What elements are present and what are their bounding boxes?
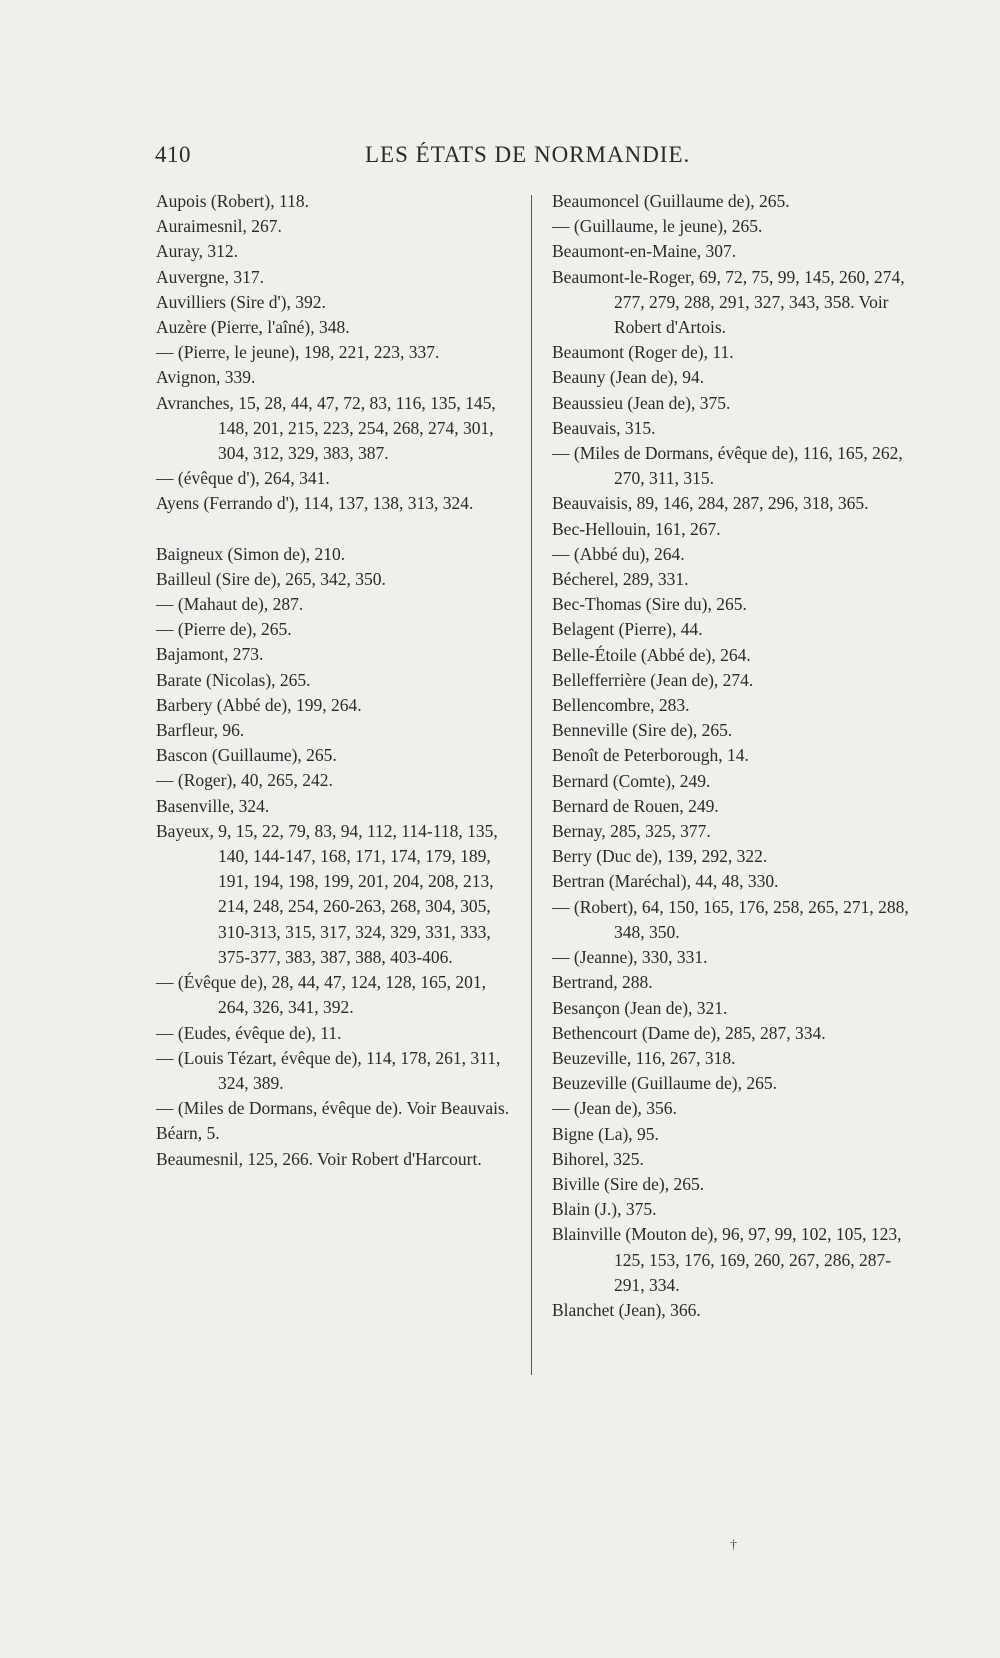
index-entry: Blanchet (Jean), 366.: [552, 1299, 701, 1320]
index-entry: Bajamont, 273.: [156, 644, 264, 665]
index-entry: Bethencourt (Dame de), 285, 287, 334.: [552, 1022, 826, 1043]
index-entry: — (Guillaume, le jeune), 265.: [552, 216, 763, 237]
index-entry: — (Eudes, évêque de), 11.: [156, 1022, 342, 1043]
index-column-left: [156, 189, 511, 1172]
index-entry: Bernay, 285, 325, 377.: [552, 821, 711, 842]
index-entry: Béarn, 5.: [156, 1123, 220, 1144]
page-number: 410: [155, 142, 191, 167]
index-entry: Beaumont (Roger de), 11.: [552, 342, 734, 363]
index-entry: Beuzeville (Guillaume de), 265.: [552, 1073, 777, 1094]
index-entry: — (Mahaut de), 287.: [156, 594, 304, 615]
index-entry: — (Roger), 40, 265, 242.: [156, 770, 333, 791]
index-entry: Barate (Nicolas), 265.: [156, 669, 311, 690]
index-entry: Bellefferrière (Jean de), 274.: [552, 669, 754, 690]
index-entry: Auvergne, 317.: [156, 266, 265, 287]
index-entry: Beauny (Jean de), 94.: [552, 367, 705, 388]
index-entry: — (Robert), 64, 150, 165, 176, 258, 265, 271, 288, 348, 350.: [552, 896, 909, 942]
index-entry: Bihorel, 325.: [552, 1148, 644, 1169]
index-entry: Beaumont-en-Maine, 307.: [552, 241, 737, 262]
index-entry: Beauvaisis, 89, 146, 284, 287, 296, 318, 365.: [552, 493, 869, 514]
index-entry: Berry (Duc de), 139, 292, 322.: [552, 846, 768, 867]
index-entry: Benoît de Peterborough, 14.: [552, 745, 749, 766]
index-entry: — (Pierre de), 265.: [156, 619, 292, 640]
index-entry: Bernard de Rouen, 249.: [552, 795, 719, 816]
index-entry: Aupois (Robert), 118.: [156, 191, 309, 211]
index-entry: — (Jeanne), 330, 331.: [552, 947, 708, 968]
index-entry: — (Abbé du), 264.: [552, 543, 685, 564]
index-entry: Blain (J.), 375.: [552, 1199, 657, 1220]
running-title: LES ÉTATS DE NORMANDIE.: [365, 142, 691, 167]
index-entry: Beaumoncel (Guillaume de), 265.: [552, 191, 790, 211]
index-column-right: [552, 189, 912, 1323]
index-entry: Ayens (Ferrando d'), 114, 137, 138, 313, 324.: [156, 493, 474, 514]
index-entry: Bécherel, 289, 331.: [552, 569, 689, 590]
index-entry: Bellencombre, 283.: [552, 695, 690, 716]
column-divider: [531, 195, 532, 1375]
index-entry: Beuzeville, 116, 267, 318.: [552, 1047, 736, 1068]
index-entry: — (évêque d'), 264, 341.: [156, 468, 330, 489]
index-entry: Bec-Thomas (Sire du), 265.: [552, 594, 747, 615]
index-entry: Benneville (Sire de), 265.: [552, 720, 733, 741]
index-entry: Belle-Étoile (Abbé de), 264.: [552, 644, 751, 665]
letter-gap: [156, 517, 511, 542]
index-entry: Avranches, 15, 28, 44, 47, 72, 83, 116, 135, 145, 148, 201, 215, 223, 254, 268, 274, 301, 304, 312, 329, 383, 387.: [156, 392, 496, 464]
index-entry: Barbery (Abbé de), 199, 264.: [156, 694, 362, 715]
index-entry: Auzère (Pierre, l'aîné), 348.: [156, 317, 350, 338]
index-entry: Bertrand, 288.: [552, 972, 653, 993]
index-entry: — (Louis Tézart, évêque de), 114, 178, 261, 311, 324, 389.: [156, 1047, 501, 1093]
index-entry: Besançon (Jean de), 321.: [552, 997, 728, 1018]
index-entry: Beaussieu (Jean de), 375.: [552, 392, 731, 413]
index-entry: Blainville (Mouton de), 96, 97, 99, 102, 105, 123, 125, 153, 176, 169, 260, 267, 286, 287-291, 334.: [552, 1224, 902, 1295]
index-entry: Bernard (Comte), 249.: [552, 770, 711, 791]
index-entry: Beaumesnil, 125, 266. Voir Robert d'Harcourt.: [156, 1148, 482, 1169]
index-entry: Auraimesnil, 267.: [156, 216, 282, 237]
index-entry: Bailleul (Sire de), 265, 342, 350.: [156, 568, 386, 589]
index-entry: Baigneux (Simon de), 210.: [156, 543, 346, 564]
index-entry: Basenville, 324.: [156, 795, 270, 816]
index-entry: Bayeux, 9, 15, 22, 79, 83, 94, 112, 114-118, 135, 140, 144-147, 168, 171, 174, 179, 189, 191, 194, 198, 199, 201, 204, 208, 213, 214, 248, 254, 260-263, 268, 304, 305, 310-313, 315, 317, 324, 329, 331, 333, 375-377, 383, 387, 388, 403-406.: [156, 820, 498, 967]
index-entry: — (Miles de Dormans, évêque de), 116, 165, 262, 270, 311, 315.: [552, 443, 903, 489]
index-entry: Bertran (Maréchal), 44, 48, 330.: [552, 871, 779, 892]
index-entry: — (Miles de Dormans, évêque de). Voir Beauvais.: [156, 1098, 510, 1119]
index-entry: Bigne (La), 95.: [552, 1123, 659, 1144]
index-entry: Avignon, 339.: [156, 367, 256, 388]
index-entry: — (Pierre, le jeune), 198, 221, 223, 337.: [156, 342, 440, 363]
index-entry: Beaumont-le-Roger, 69, 72, 75, 99, 145, 260, 274, 277, 279, 288, 291, 327, 343, 358. Voir Robert d'Artois.: [552, 266, 905, 338]
index-entry: — (Jean de), 356.: [552, 1098, 677, 1119]
index-entry: — (Évêque de), 28, 44, 47, 124, 128, 165, 201, 264, 326, 341, 392.: [156, 972, 487, 1018]
index-entry: Barfleur, 96.: [156, 720, 245, 741]
index-entry: Belagent (Pierre), 44.: [552, 619, 703, 640]
index-entry: Biville (Sire de), 265.: [552, 1173, 705, 1194]
index-entry: Auvilliers (Sire d'), 392.: [156, 291, 326, 312]
index-entry: Bascon (Guillaume), 265.: [156, 745, 337, 766]
index-entry: Bec-Hellouin, 161, 267.: [552, 518, 721, 539]
pencil-mark: †: [730, 1538, 737, 1553]
page-header: [155, 142, 700, 174]
index-entry: Beauvais, 315.: [552, 417, 656, 438]
index-entry: Auray, 312.: [156, 241, 238, 262]
